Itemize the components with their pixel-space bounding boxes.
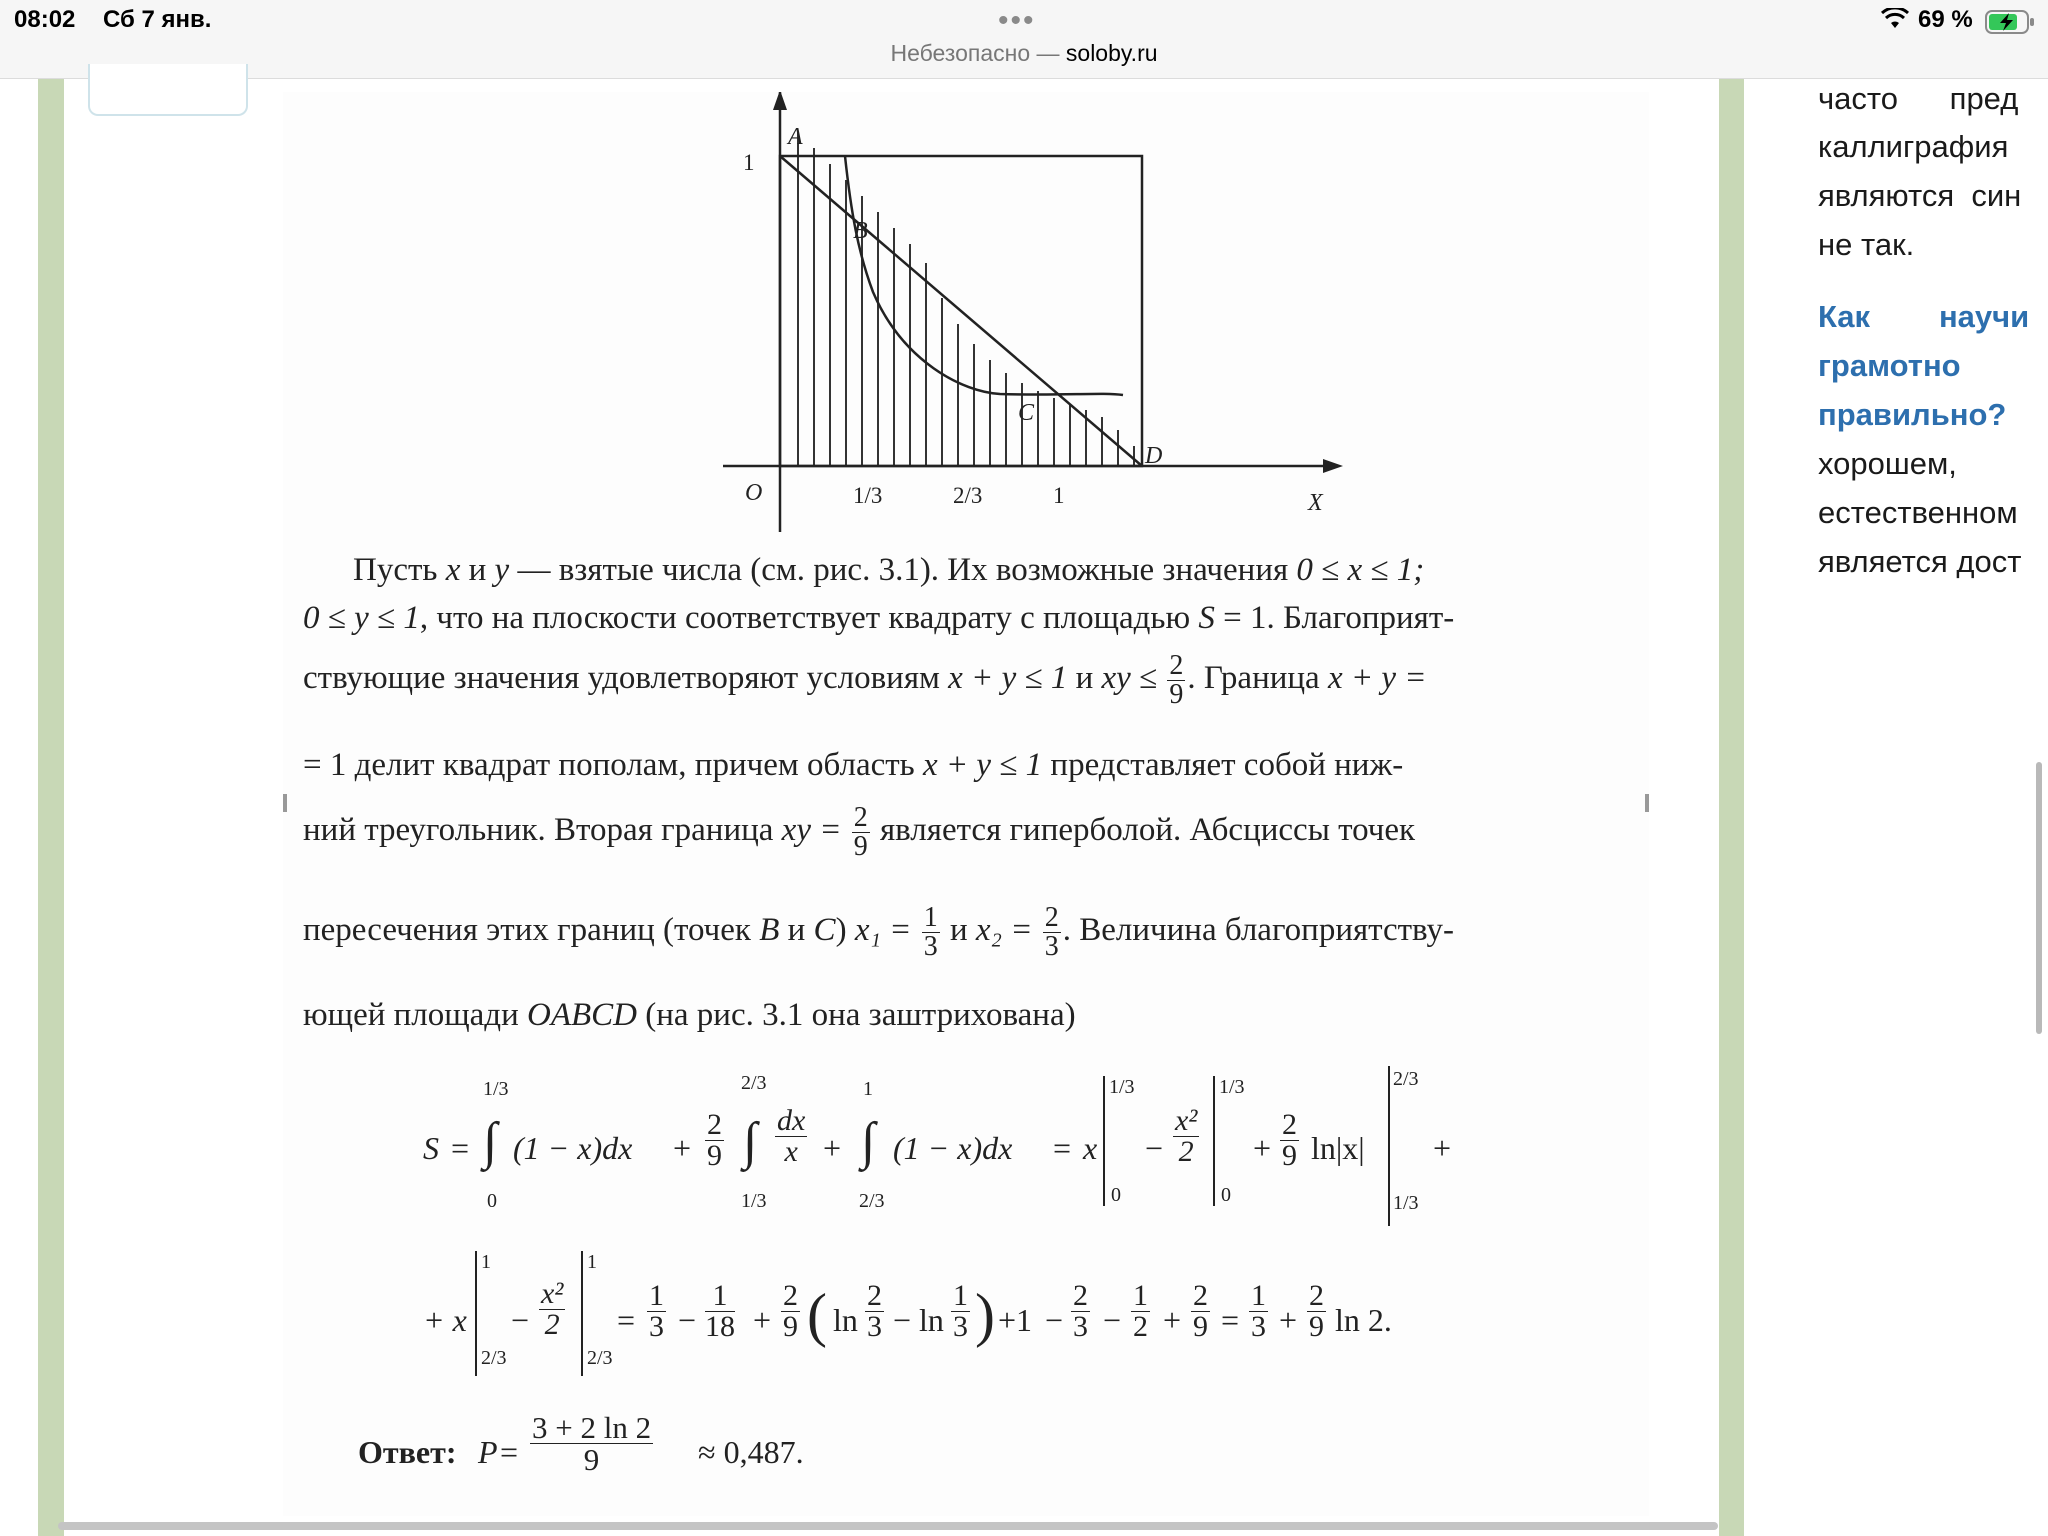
figure-graph <box>283 92 1649 532</box>
address-bar[interactable] <box>0 40 2048 67</box>
label-b: B <box>853 218 868 244</box>
sidebar-line: каллиграфия <box>1818 129 2009 164</box>
horizontal-scrollbar[interactable] <box>58 1522 1718 1530</box>
status-time: 08:02 <box>14 6 76 33</box>
more-dots-icon[interactable]: ••• <box>998 4 1036 37</box>
x-axis-arrow <box>1323 459 1343 473</box>
solution-line-4: = 1 делит квадрат пополам, причем область x + y ≤ 1 представляет собой ниж- <box>303 747 1404 783</box>
formula-row-1: S = 1/3 ∫ 0 (1 − x)dx + $\frac{2}{9}$ 2/3 ∫ 1/3 $\frac{dx}{x}$ + 1 ∫ 2/3 (1 − x)dx = x 1/3 0 − $\frac{\text{x²}}{2}$ 1/3 0 + $\frac{2}{9}$ ln|x| 2/3 1/3 + <box>423 1072 1423 1242</box>
solution-line-2: 0 ≤ y ≤ 1, что на плоскости соответствует квадрату с площадью S = 1. Благоприят- <box>303 600 1455 636</box>
image-edge-right <box>1645 794 1649 812</box>
battery-icon <box>1985 10 2035 34</box>
security-label: Небезопасно — <box>890 40 1066 66</box>
label-o: O <box>745 480 763 506</box>
article-link[interactable]: правильно? <box>1818 397 2007 432</box>
solution-line-5: ний треугольник. Вторая граница xy = $\frac{2}{9}$ является гиперболой. Абсциссы точек <box>303 802 1416 862</box>
x-tick-2-3: 2/3 <box>953 483 983 508</box>
x-axis-label: X <box>1308 490 1323 516</box>
status-bar <box>0 0 2048 79</box>
sidebar-line: хорошем, <box>1818 446 1957 481</box>
formula-row-2: + x 1 2/3 − $\frac{\text{x²}}{2}$ 1 2/3 = $\frac{1}{3}$ − $\frac{1}{18}$ + $\frac{2}{9}$ ( ln $\frac{2}{3}$ − ln $\frac{1}{3}$ ) +1 − $\frac{2}{3}$ − $\frac{1}{2}$ + $\frac{2}{9}$ = $\frac{1}{3}$ + $\frac{2}{9}$ ln 2. <box>423 1247 1523 1387</box>
solution-line-6: пересечения этих границ (точек B и C) x₁ = $\frac{1}{3}$ и x₂ = $\frac{2}{3}$ . Величина благоприятству- <box>303 902 1454 962</box>
solution-image <box>283 92 1649 1516</box>
label-d: D <box>1145 443 1163 469</box>
solution-line-3: ствующие значения удовлетворяют условиям x + y ≤ 1 и xy ≤ $\frac{2}{9}$ . Граница x + y = <box>303 650 1427 710</box>
x-tick-1-3: 1/3 <box>853 483 883 508</box>
x-tick-1: 1 <box>1053 483 1065 508</box>
url-host: soloby.ru <box>1065 40 1158 66</box>
solution-line-7: ющей площади OABCD (на рис. 3.1 она заштрихована) <box>303 997 1076 1033</box>
sidebar-line: естественном <box>1818 495 2018 530</box>
sidebar-line: часто пред <box>1818 81 2019 116</box>
label-c: C <box>1018 400 1035 426</box>
y-tick-1: 1 <box>743 150 755 175</box>
y-axis-arrow <box>773 92 787 110</box>
image-edge-left <box>283 794 287 812</box>
status-date: Сб 7 янв. <box>103 6 212 33</box>
answer-line: Ответ: P = $\frac{3 + 2 \ln 2}{9}$ ≈ 0,487. <box>358 1410 804 1477</box>
sidebar-line: являются син <box>1818 178 2022 213</box>
tab-stub[interactable] <box>88 64 248 116</box>
article-link[interactable]: Как научи <box>1818 299 2030 334</box>
label-a: A <box>788 124 803 150</box>
sidebar-line: не так. <box>1818 227 1915 262</box>
wifi-icon <box>1880 8 1910 30</box>
right-column <box>1818 79 2048 1536</box>
line-x-plus-y <box>780 156 1142 466</box>
battery-percent: 69 % <box>1918 6 1973 33</box>
article-link[interactable]: грамотно <box>1818 348 1961 383</box>
solution-line-1: Пусть x и y — взятые числа (см. рис. 3.1). Их возможные значения 0 ≤ x ≤ 1; <box>353 552 1425 588</box>
vertical-scrollbar[interactable] <box>2036 762 2042 1034</box>
hyperbola <box>845 156 1123 395</box>
answer-label: Ответ: <box>358 1434 457 1470</box>
sidebar-line: является дост <box>1818 544 2022 579</box>
